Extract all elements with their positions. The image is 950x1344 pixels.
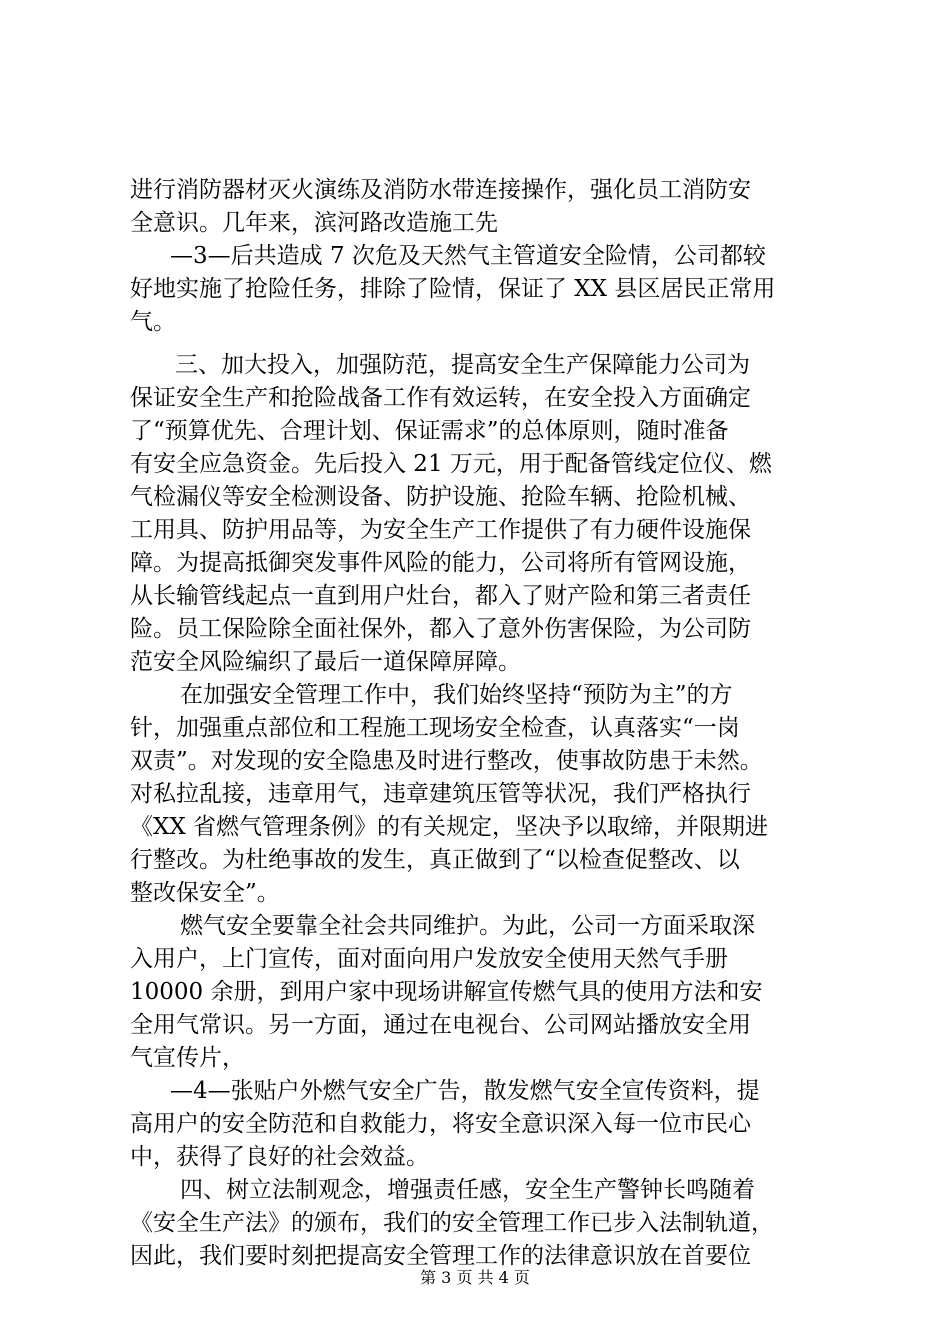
document-body bbox=[130, 174, 830, 1273]
text-line: 全用气常识。另一方面，通过在电视台、公司网站播放安全用 bbox=[130, 1012, 751, 1038]
text-line: —3—后共造成 7 次危及天然气主管道安全险情，公司都较 bbox=[170, 243, 766, 269]
text-line: 在加强安全管理工作中，我们始终坚持“预防为主”的方 bbox=[180, 682, 733, 708]
text-line: 保证安全生产和抢险战备工作有效运转，在安全投入方面确定 bbox=[130, 385, 751, 411]
text-line: 有安全应急资金。先后投入 21 万元，用于配备管线定位仪、燃 bbox=[130, 451, 772, 477]
text-line: 进行消防器材灭火演练及消防水带连接操作，强化员工消防安 bbox=[130, 177, 751, 203]
text-line: 《安全生产法》的颁布，我们的安全管理工作已步入法制轨道， bbox=[130, 1210, 774, 1236]
text-line: 高用户的安全防范和自救能力，将安全意识深入每一位市民心 bbox=[130, 1111, 751, 1137]
text-line: 燃气安全要靠全社会共同维护。为此，公司一方面采取深 bbox=[180, 913, 755, 939]
text-line: 从长输管线起点一直到用户灶台，都入了财产险和第三者责任 bbox=[130, 583, 751, 609]
text-line: 入用户，上门宣传，面对面向用户发放安全使用天然气手册 bbox=[130, 946, 728, 972]
text-line: 气。 bbox=[130, 309, 176, 335]
text-line: —4—张贴户外燃气安全广告，散发燃气安全宣传资料，提 bbox=[170, 1078, 760, 1104]
text-line: 工用具、防护用品等，为安全生产工作提供了有力硬件设施保 bbox=[130, 517, 751, 543]
text-line: 气检漏仪等安全检测设备、防护设施、抢险车辆、抢险机械、 bbox=[130, 484, 751, 510]
page-number-footer: 第 3 页 共 4 页 bbox=[420, 1268, 530, 1287]
text-line: 气宣传片， bbox=[130, 1045, 245, 1071]
text-line: 针，加强重点部位和工程施工现场安全检查，认真落实“一岗 bbox=[130, 715, 740, 741]
text-line: 对私拉乱接，违章用气，违章建筑压管等状况，我们严格执行 bbox=[130, 781, 751, 807]
text-line: 10000 余册，到用户家中现场讲解宣传燃气具的使用方法和安 bbox=[130, 979, 763, 1005]
text-line: 全意识。几年来，滨河路改造施工先 bbox=[130, 210, 498, 236]
text-line: 整改保安全”。 bbox=[130, 880, 280, 906]
text-line: 《XX 省燃气管理条例》的有关规定，坚决予以取缔，并限期进 bbox=[130, 814, 769, 840]
text-line: 范安全风险编织了最后一道保障屏障。 bbox=[130, 649, 521, 675]
text-line: 双责”。对发现的安全隐患及时进行整改，使事故防患于未然。 bbox=[130, 748, 763, 774]
text-line: 因此，我们要时刻把提高安全管理工作的法律意识放在首要位 bbox=[130, 1243, 751, 1269]
text-line: 四、树立法制观念，增强责任感，安全生产警钟长鸣随着 bbox=[180, 1177, 755, 1203]
text-line: 行整改。为杜绝事故的发生，真正做到了“以检查促整改、以 bbox=[130, 847, 740, 873]
text-line: 好地实施了抢险任务，排除了险情，保证了 XX 县区居民正常用 bbox=[130, 276, 776, 302]
text-line: 中，获得了良好的社会效益。 bbox=[130, 1144, 429, 1170]
text-line: 障。为提高抵御突发事件风险的能力，公司将所有管网设施， bbox=[130, 550, 751, 576]
text-line: 险。员工保险除全面社保外，都入了意外伤害保险，为公司防 bbox=[130, 616, 751, 642]
text-line: 了“预算优先、合理计划、保证需求”的总体原则，随时准备 bbox=[130, 418, 729, 444]
text-line: 三、加大投入，加强防范，提高安全生产保障能力公司为 bbox=[175, 352, 750, 378]
